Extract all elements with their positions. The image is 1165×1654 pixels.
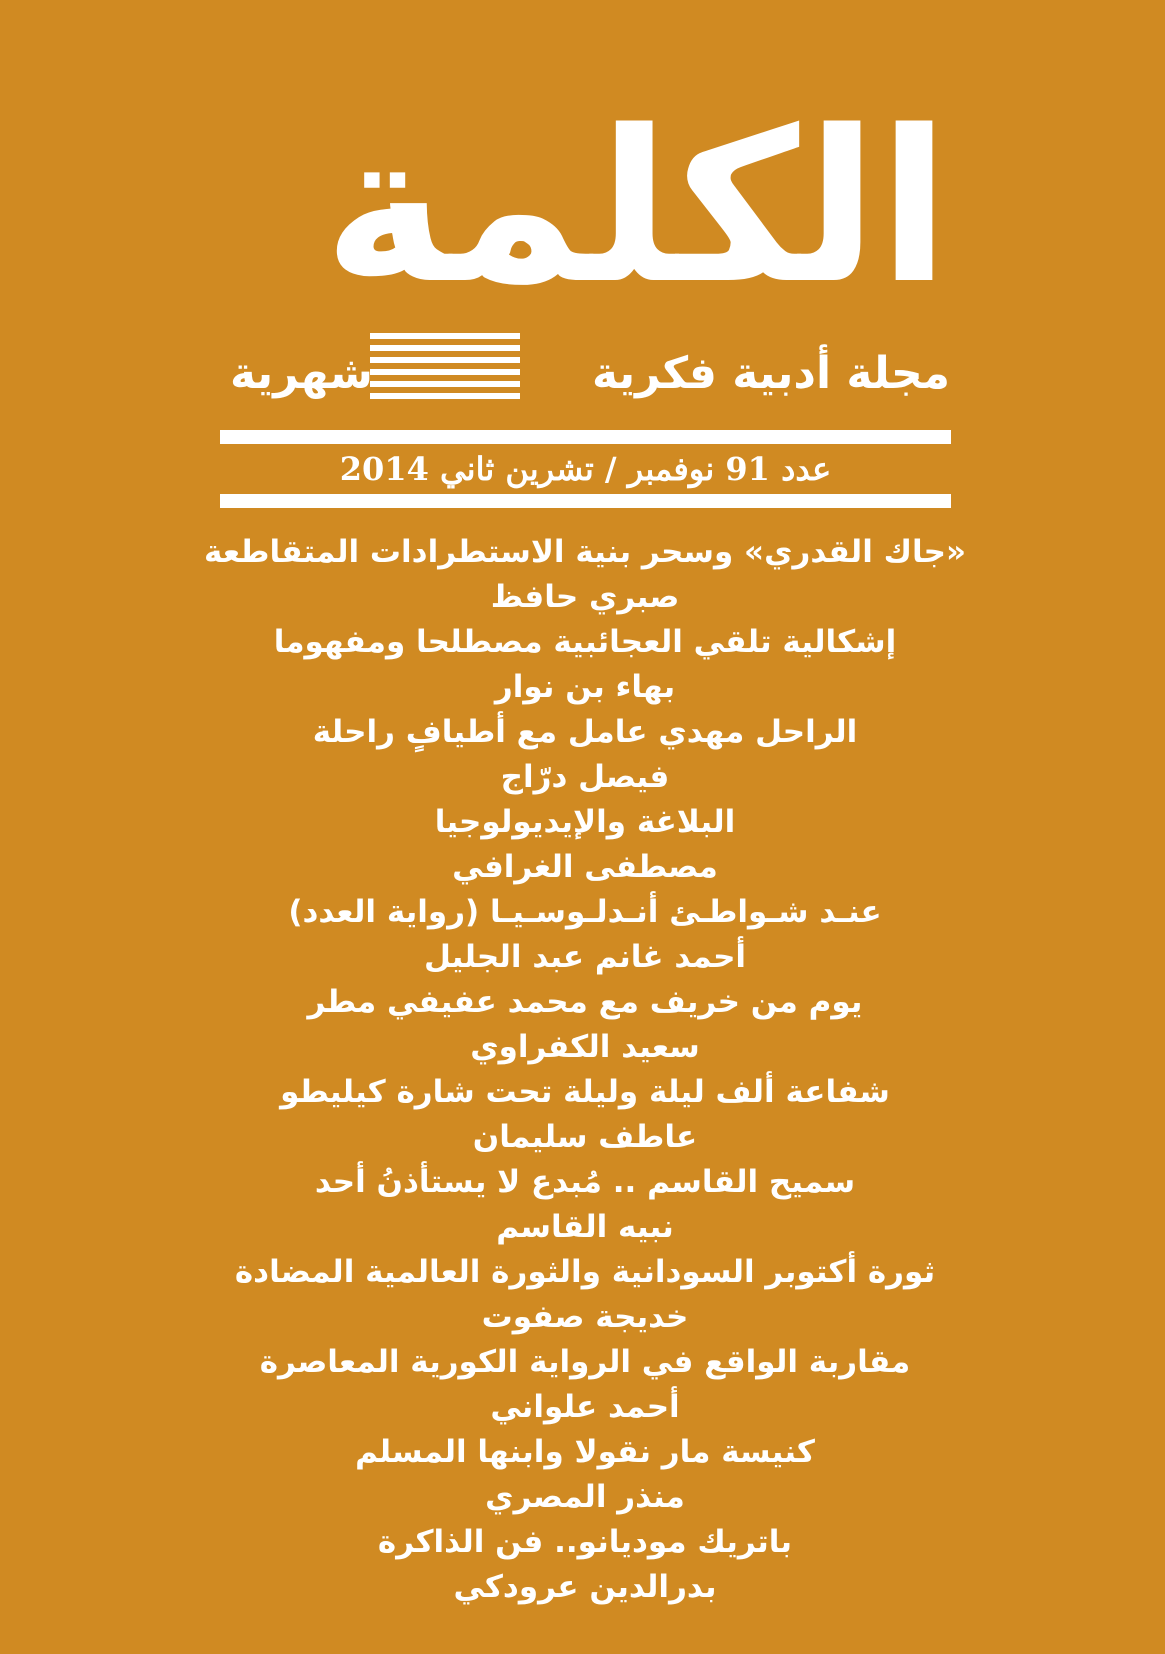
article-title: «جاك القدري» وسحر بنية الاستطرادات المتقاطعة — [203, 534, 967, 570]
article-author: عاطف سليمان — [472, 1119, 698, 1155]
list-item — [160, 1250, 1010, 1340]
logo-wordmark: الكلمة — [323, 85, 950, 330]
article-title: يوم من خريف مع محمد عفيفي مطر — [307, 984, 863, 1020]
article-author: أحمد غانم عبد الجليل — [423, 939, 747, 975]
list-item — [160, 890, 1010, 980]
tagline-text: مجلة أدبية فكرية — [591, 347, 950, 399]
article-title: باتريك موديانو.. فن الذاكرة — [377, 1524, 793, 1560]
list-item — [160, 800, 1010, 890]
list-item — [160, 1160, 1010, 1250]
article-title: إشكالية تلقي العجائبية مصطلحا ومفهوما — [273, 624, 897, 660]
article-title: البلاغة والإيديولوجيا — [434, 804, 736, 840]
article-author: صبري حافظ — [490, 579, 680, 615]
list-item — [160, 710, 1010, 800]
article-author: فيصل درّاج — [500, 759, 670, 795]
article-author: بهاء بن نوار — [494, 669, 676, 705]
list-item — [160, 1520, 1010, 1610]
article-title: مقاربة الواقع في الرواية الكورية المعاصرة — [259, 1344, 911, 1380]
list-item — [160, 980, 1010, 1070]
article-author: منذر المصري — [485, 1479, 685, 1515]
article-title: كنيسة مار نقولا وابنها المسلم — [355, 1434, 815, 1470]
article-title: الراحل مهدي عامل مع أطيافٍ راحلة — [312, 714, 858, 750]
masthead-tagline — [230, 343, 950, 403]
article-title: عنـد شـواطـئ أنـدلـوسـيـا (رواية العدد) — [288, 894, 882, 930]
bottom-rule — [220, 494, 951, 508]
top-rule — [220, 430, 951, 444]
list-item — [160, 530, 1010, 620]
article-author: نبيه القاسم — [496, 1209, 674, 1245]
article-title: ثورة أكتوبر السودانية والثورة العالمية المضادة — [234, 1254, 936, 1290]
list-item — [160, 1340, 1010, 1430]
article-author: مصطفى الغرافي — [452, 849, 718, 885]
article-author: أحمد علواني — [490, 1389, 680, 1425]
masthead-logo — [230, 85, 950, 408]
article-author: خديجة صفوت — [481, 1299, 689, 1335]
list-item — [160, 1430, 1010, 1520]
frequency-text: شهرية — [230, 347, 373, 399]
article-title: سميح القاسم .. مُبدع لا يستأذنُ أحد — [314, 1164, 856, 1200]
article-author: بدرالدين عرودكي — [453, 1569, 717, 1605]
list-item — [160, 1070, 1010, 1160]
article-author: سعيد الكفراوي — [470, 1029, 700, 1065]
article-title: شفاعة ألف ليلة وليلة تحت شارة كيليطو — [280, 1074, 890, 1110]
table-of-contents — [160, 530, 1010, 1640]
issue-info: عدد 91 نوفمبر / تشرين ثاني 2014 — [339, 450, 832, 488]
list-item — [160, 620, 1010, 710]
